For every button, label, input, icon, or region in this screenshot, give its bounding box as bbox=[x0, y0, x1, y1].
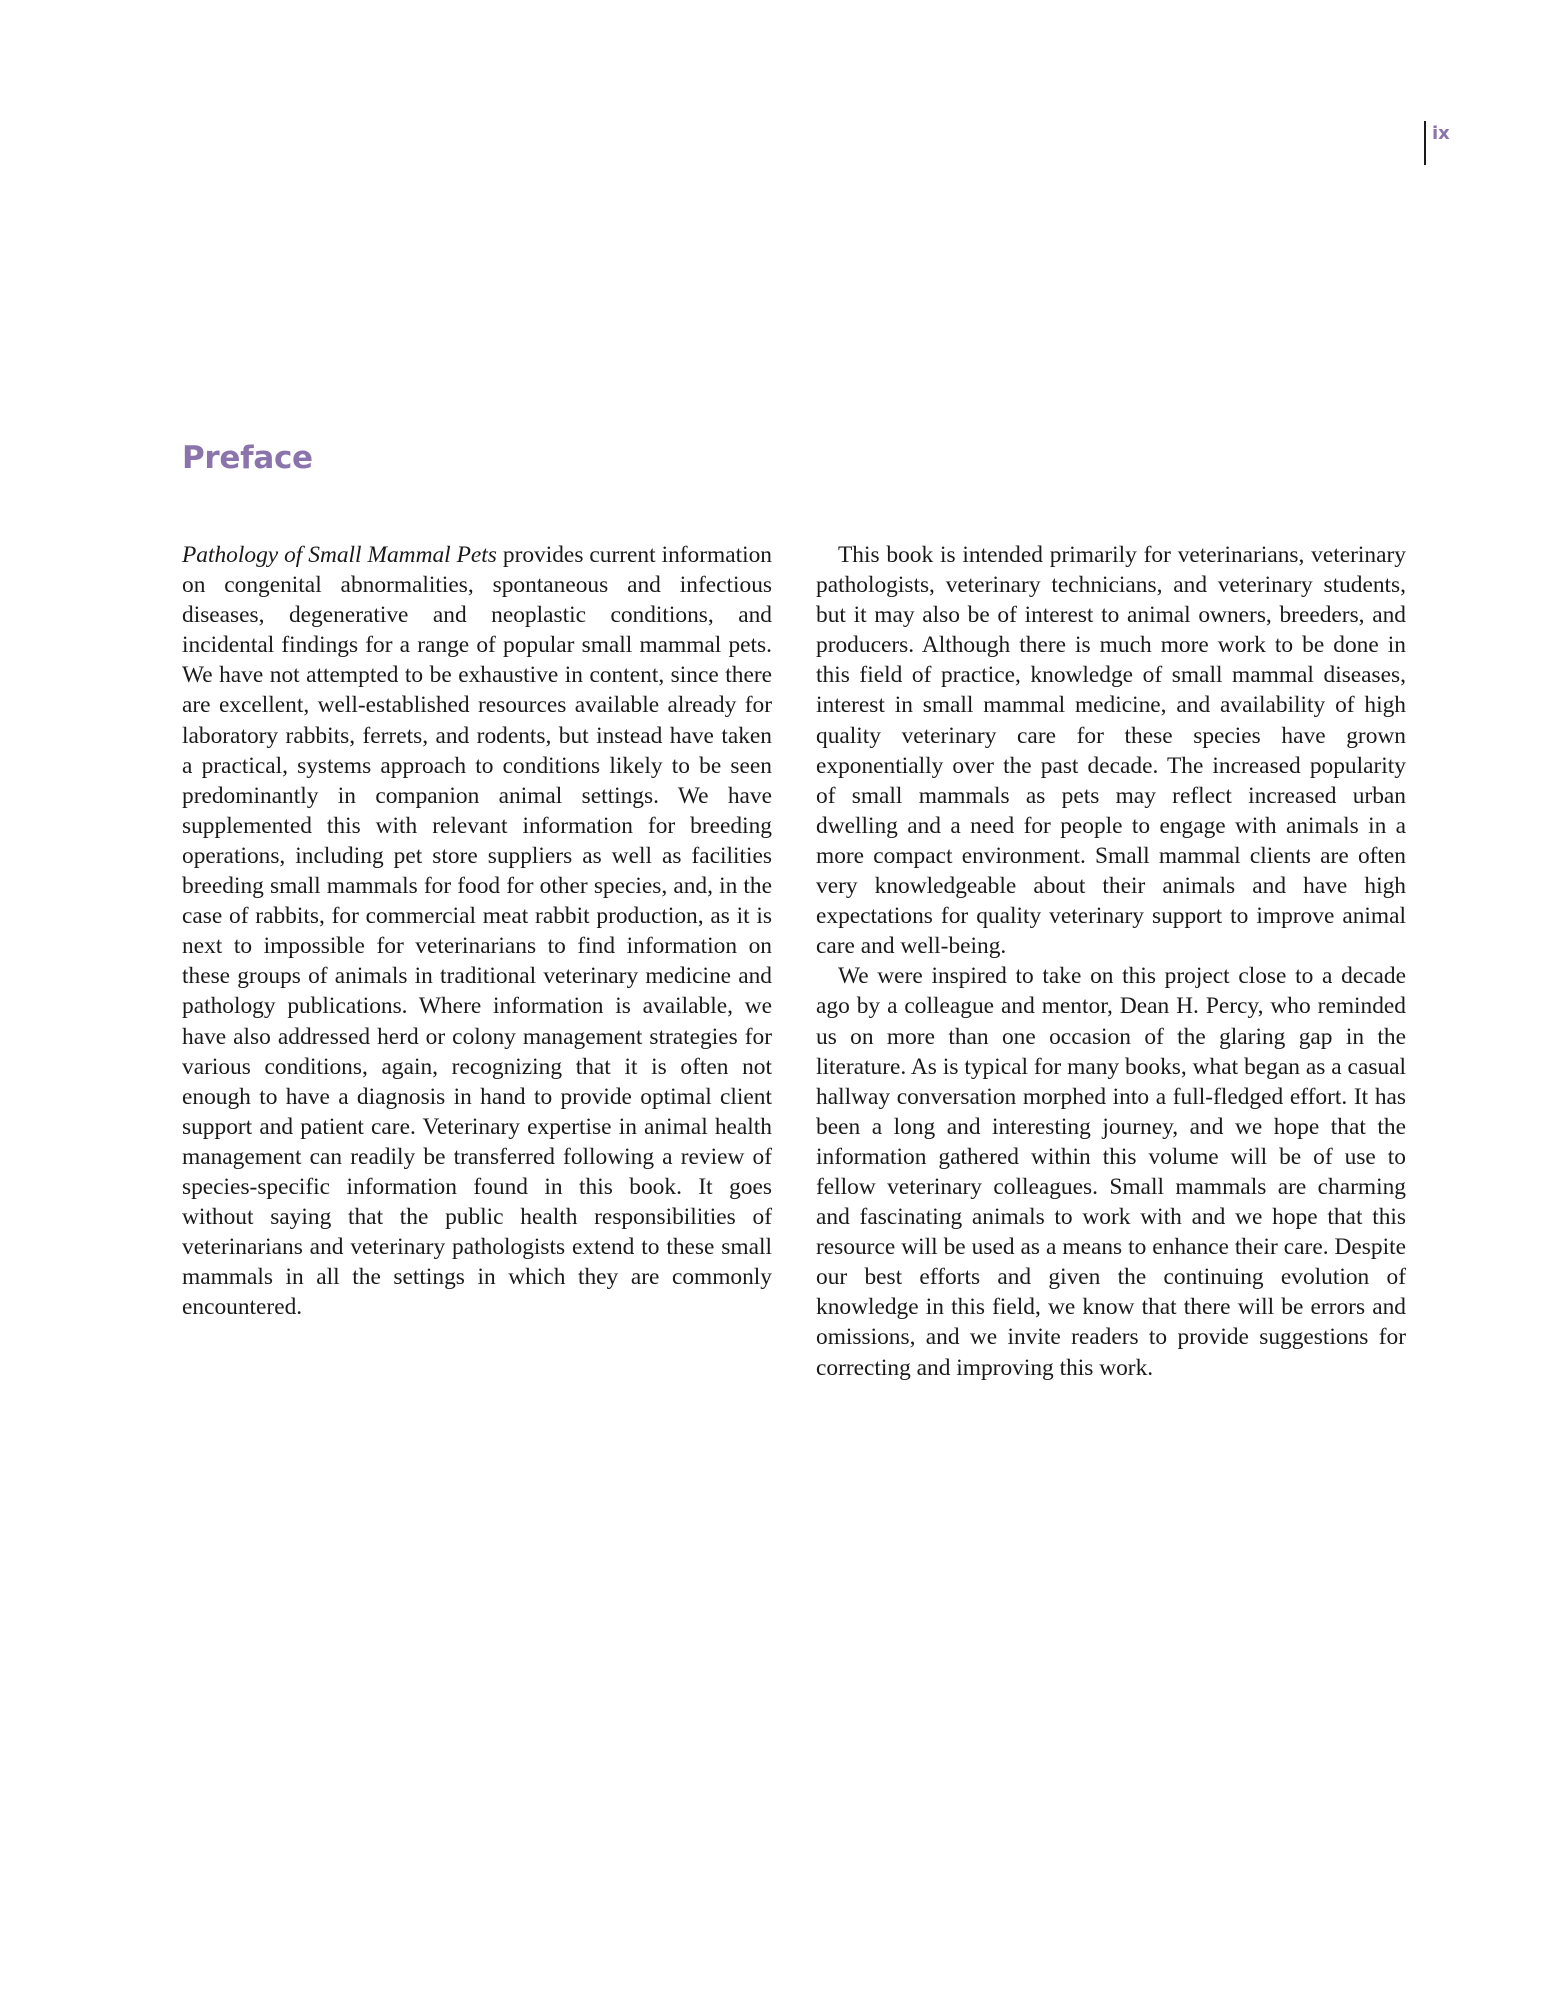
right-paragraph-2: We were inspired to take on this project close to a decade ago by a colleague and mentor, Dean H. Percy, who reminded us on more than one occasion of the glaring gap in the literature. As is typical for many books, what began as a casual hallway conversation morphed into a full-fledged effort. It has been a long and interesting journey, and we hope that the information gathered within this volume will be of use to fellow veterinary colleagues. Small mammals are charming and fascinating animals to work with and we hope that this resource will be used as a means to enhance their care. Despite our best efforts and given the continuing evolution of knowledge in this field, we know that there will be errors and omissions, and we invite readers to provide suggestions for correcting and improving this work. bbox=[816, 963, 1406, 1381]
left-column bbox=[182, 540, 772, 1322]
page-number: ix bbox=[1432, 123, 1450, 144]
section-heading: Preface bbox=[182, 440, 313, 476]
left-paragraph bbox=[182, 540, 772, 1322]
book-title: Pathology of Small Mammal Pets bbox=[182, 542, 497, 568]
page-number-rule bbox=[1424, 121, 1426, 165]
right-column bbox=[816, 540, 1406, 1383]
left-paragraph-text: provides current information on congenital abnormalities, spontaneous and infectious diseases, degenerative and neoplastic conditions, and incidental findings for a range of popular small mammal pets. We have not attempted to be exhaustive in content, since there are excellent, well-established resources available already for laboratory rabbits, ferrets, and rodents, but instead have taken a practical, systems approach to conditions likely to be seen predominantly in companion animal settings. We have supplemented this with relevant information for breeding operations, including pet store suppliers as well as facilities breeding small mammals for food for other species, and, in the case of rabbits, for commercial meat rabbit production, as it is next to impossible for veterinarians to find information on these groups of animals in traditional veterinary medicine and pathology publications. Where information is available, we have also addressed herd or colony management strategies for various conditions, again, recognizing that it is often not enough to have a diagnosis in hand to provide optimal client support and patient care. Veterinary expertise in animal health management can readily be transferred following a review of species-specific information found in this book. It goes without saying that the public health responsibilities of veterinarians and veterinary pathologists extend to these small mammals in all the settings in which they are commonly encountered. bbox=[182, 542, 773, 1321]
right-paragraph-1: This book is intended primarily for veterinarians, veterinary pathologists, veterinary technicians, and veterinary students, but it may also be of interest to animal owners, breeders, and producers. Although there is much more work to be done in this field of practice, knowledge of small mammal diseases, interest in small mammal medicine, and availability of high quality veterinary care for these species have grown exponentially over the past decade. The increased popularity of small mammals as pets may reflect increased urban dwelling and a need for people to engage with animals in a more compact environment. Small mammal clients are often very knowledgeable about their animals and have high expectations for quality veterinary support to improve animal care and well-being. bbox=[816, 542, 1406, 960]
